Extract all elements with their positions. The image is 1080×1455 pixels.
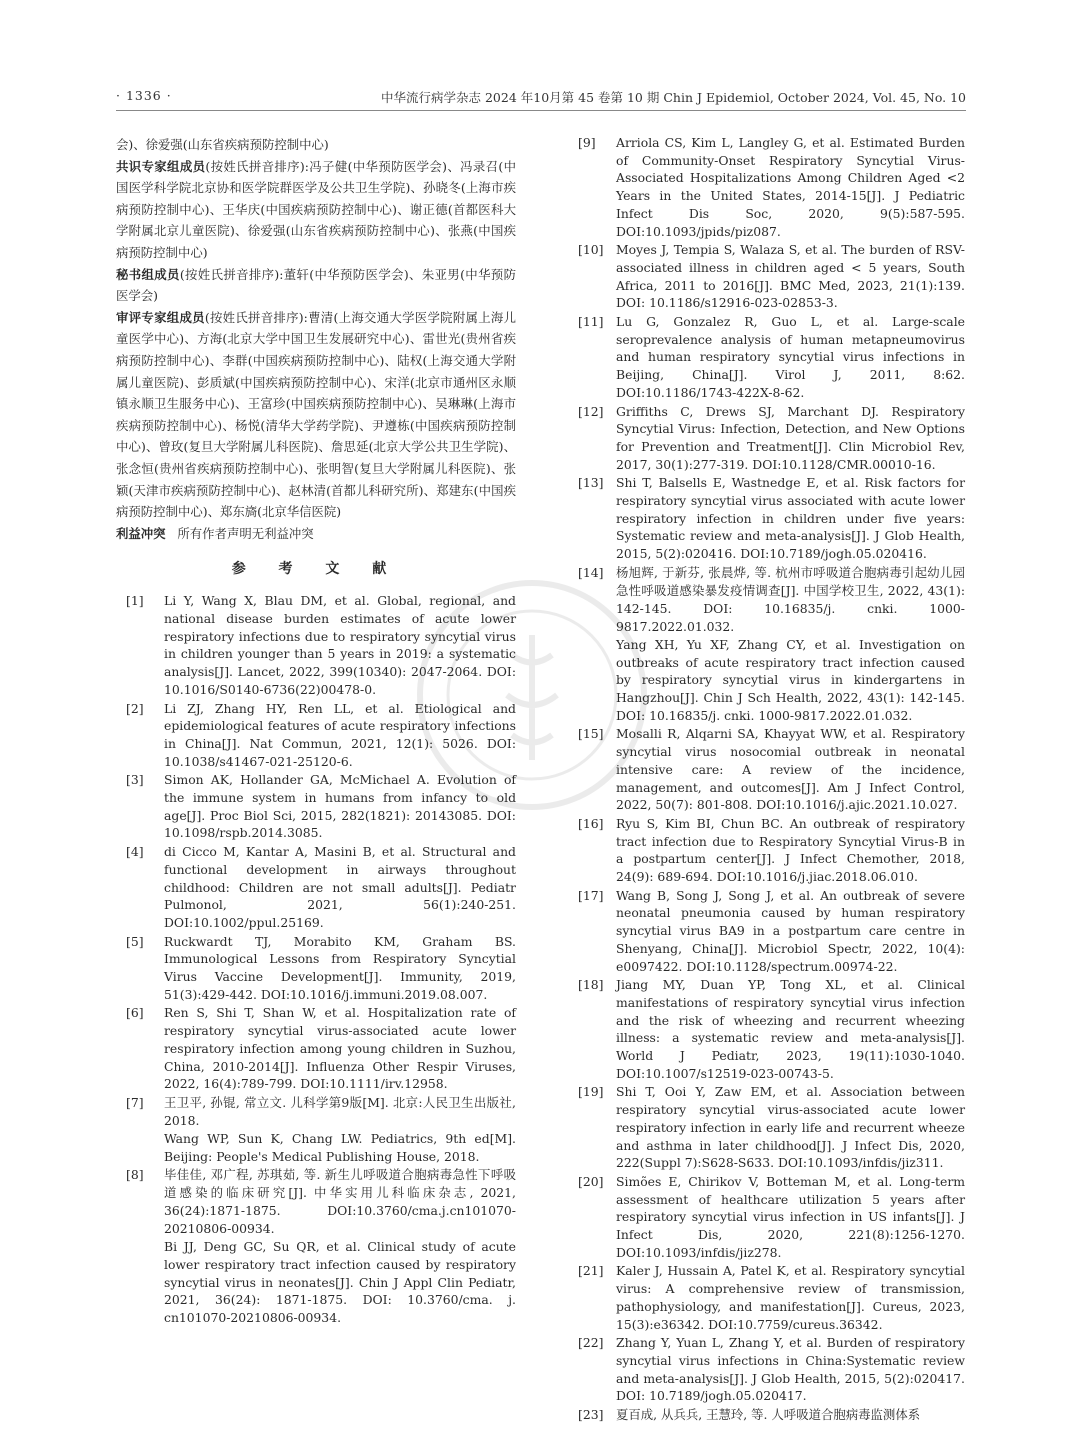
reference-item: [17] Wang B, Song J, Song J, et al. An outbreak of severe neonatal pneumonia caused by human respiratory syncytial virus BA9 in a postpartum care centre in Shenyang, China[J]. Microbiol Spectr, 2022, 10(4): e0097422. DOI:10.1128/spectrum.00974-22. — [578, 887, 965, 974]
header-rule — [116, 110, 966, 111]
reference-item: [14] 杨旭辉, 于新芬, 张晨烨, 等. 杭州市呼吸道合胞病毒引起幼儿园急性呼吸道感染暴发疫情调查[J]. 中国学校卫生, 2022, 43(1): 142-145. DOI: 10.16835/j. cnki. 1000-9817.2022.01.032. Yang XH, Yu XF, Zhang CY, et al. Investigation on outbreaks of acute respiratory tract infection caused by respiratory syncytial virus in kindergartens in Hangzhou[J]. Chin J Sch Health, 2022, 43(1): 142-145. DOI: 10.16835/j. cnki. 1000-9817.2022.01.032. — [578, 564, 965, 723]
review-experts — [116, 307, 516, 523]
reference-item: [18] Jiang MY, Duan YP, Tong XL, et al. Clinical manifestations of respiratory syncytial virus infection and the risk of wheezing and recurrent wheezing illness: a systematic review and meta-analysis[J]. World J Pediatr, 2023, 19(11):1030-1040. DOI:10.1007/s12519-023-00743-5. — [578, 977, 965, 1081]
reference-item: [5] Ruckwardt TJ, Morabito KM, Graham BS. Immunological Lessons from Respiratory Syncytial Virus Vaccine Development[J]. Immunity, 2019, 51(3):429-442. DOI:10.1016/j.immuni.2019.08.007. — [126, 933, 516, 1002]
references-heading: 参 考 文 献 — [231, 561, 401, 578]
consensus-text: (按姓氏拼音排序):冯子健(中华预防医学会)、冯录召(中国医学科学院北京协和医学院群医学及公共卫生学院)、孙晓冬(上海市疾病预防控制中心)、王华庆(中国疾病预防控制中心)、谢正德(首都医科大学附属北京儿童医院)、徐爱强(山东省疾病预防控制中心)、张燕(中国疾病预防控制中心) — [116, 158, 516, 260]
conflict-of-interest — [116, 523, 516, 545]
reference-item: [4] di Cicco M, Kantar A, Masini B, et al. Structural and functional development in airways throughout childhood: Children are not small adults[J]. Pediatr Pulmonol, 2021, 56(1):240-251. DOI:10.1002/ppul.25169. — [126, 844, 516, 930]
secretary-members — [116, 264, 516, 307]
page-header — [116, 86, 966, 108]
review-label: 审评专家组成员 — [116, 309, 205, 325]
coi-label: 利益冲突 — [116, 525, 166, 541]
reference-item: [13] Shi T, Balsells E, Wastnedge E, et al. Risk factors for respiratory syncytial virus associated with acute lower respiratory infection in children under five years: Systematic review and meta-analysis[J]. J Glob Health, 2015, 5(2):020416. DOI:10.7189/jogh.05.020416. — [578, 475, 965, 562]
reference-item: [2] Li ZJ, Zhang HY, Ren LL, et al. Etiological and epidemiological features of acute respiratory infections in China[J]. Nat Commun, 2021, 12(1): 5026. DOI: 10.1038/s41467-021-25120-6. — [126, 700, 516, 769]
secretary-text: (按姓氏拼音排序):董轩(中华预防医学会)、朱亚男(中华预防医学会) — [116, 266, 516, 304]
reference-item: [8] 毕佳佳, 邓广程, 苏琪茹, 等. 新生儿呼吸道合胞病毒急性下呼吸道感染的临床研究[J]. 中华实用儿科临床杂志, 2021, 36(24):1871-1875. DOI:10.3760/cma.j.cn101070-20210806-00934. Bi JJ, Deng GC, Su QR, et al. Clinical study of acute lower respiratory tract infection caused by respiratory syncytial virus in neonates[J]. Chin J Appl Clin Pediatr, 2021, 36(24): 1871-1875. DOI: 10.3760/cma. j. cn101070-20210806-00934. — [126, 1167, 516, 1326]
consensus-experts — [116, 156, 516, 264]
coi-text: 所有作者声明无利益冲突 — [177, 525, 314, 541]
journal-title: 中华流行病学杂志 2024 年10月第 45 卷第 10 期 Chin J Epidemiol, October 2024, Vol. 45, No. 10 — [380, 90, 966, 105]
reference-item: [6] Ren S, Shi T, Shan W, et al. Hospitalization rate of respiratory syncytial virus-associated acute lower respiratory infection among young children in Suzhou, China, 2010-2014[J]. Influenza Other Respir Viruses, 2022, 16(4):789-799. DOI:10.1111/irv.12958. — [126, 1005, 516, 1092]
committee-continuation: 会)、徐爱强(山东省疾病预防控制中心) — [116, 137, 329, 152]
reference-item: [12] Griffiths C, Drews SJ, Marchant DJ. Respiratory Syncytial Virus: Infection, Detection, and New Options for Prevention and Treatment[J]. Clin Microbiol Rev, 2017, 30(1):277-319. DOI:10.1128/CMR.00010-16. — [578, 403, 965, 472]
reference-item: [1] Li Y, Wang X, Blau DM, et al. Global, regional, and national disease burden estimates of acute lower respiratory infections due to respiratory syncytial virus in children younger than 5 years in 2019: a systematic analysis[J]. Lancet, 2022, 399(10340): 2047-2064. DOI: 10.1016/S0140-6736(22)00478-0. — [126, 593, 516, 697]
secretary-label: 秘书组成员 — [116, 266, 180, 282]
reference-item: [11] Lu G, Gonzalez R, Guo L, et al. Large-scale seroprevalence analysis of human metapneumovirus and human respiratory syncytial virus infections in Beijing, China[J]. Virol J, 2011, 8:62. DOI:10.1186/1743-422X-8-62. — [578, 314, 965, 400]
reference-item: [9] Arriola CS, Kim L, Langley G, et al. Estimated Burden of Community-Onset Respiratory Syncytial Virus-Associated Hospitalizations Among Children Aged <2 Years in the United States, 2014-15[J]. J Pediatric Infect Dis Soc, 2020, 9(5):587-595. DOI:10.1093/jpids/piz087. — [578, 135, 965, 239]
reference-item: [23] 夏百成, 从兵兵, 王慧玲, 等. 人呼吸道合胞病毒监测体系 — [578, 1407, 921, 1423]
reference-item: [3] Simon AK, Hollander GA, McMichael A. Evolution of the immune system in humans from infancy to old age[J]. Proc Biol Sci, 2015, 282(1821): 20143085. DOI: 10.1098/rspb.2014.3085. — [126, 772, 516, 841]
reference-item: [20] Simões E, Chirikov V, Botteman M, et al. Long-term assessment of healthcare utilization 5 years after respiratory syncytial virus infection in US infants[J]. J Infect Dis, 2020, 221(8):1256-1270. DOI:10.1093/infdis/jiz278. — [578, 1173, 965, 1260]
review-text: (按姓氏拼音排序):曹清(上海交通大学医学院附属上海儿童医学中心)、方海(北京大学中国卫生发展研究中心)、雷世光(贵州省疾病预防控制中心)、李群(中国疾病预防控制中心)、陆权(上海交通大学附属儿童医院)、彭质斌(中国疾病预防控制中心)、宋洋(北京市通州区永顺镇永顺卫生服务中心)、王富珍(中国疾病预防控制中心)、吴琳琳(上海市疾病预防控制中心)、杨悦(清华大学药学院)、尹遵栋(中国疾病预防控制中心)、曾玫(复旦大学附属儿科医院)、詹思延(北京大学公共卫生学院)、张念恒(贵州省疾病预防控制中心)、张明智(复旦大学附属儿科医院)、张颖(天津市疾病预防控制中心)、赵林清(首都儿科研究所)、郑建东(中国疾病预防控制中心)、郑东旖(北京华信医院) — [116, 309, 516, 520]
reference-item: [15] Mosalli R, Alqarni SA, Khayyat WW, et al. Respiratory syncytial virus nosocomial outbreak in neonatal intensive care: A review of the incidence, management, and outcomes[J]. Am J Infect Control, 2022, 50(7): 801-808. DOI:10.1016/j.ajic.2021.10.027. — [578, 726, 965, 813]
right-column — [568, 134, 965, 1425]
reference-item: [19] Shi T, Ooi Y, Zaw EM, et al. Association between respiratory syncytial virus-associated acute lower respiratory infection in early life and recurrent wheeze and asthma in later childhood[J]. J Infect Dis, 2020, 222(Suppl 7):S628-S633. DOI:10.1093/infdis/jiz311. — [578, 1084, 965, 1171]
reference-item: [10] Moyes J, Tempia S, Walaza S, et al. The burden of RSV-associated illness in children aged < 5 years, South Africa, 2011 to 2016[J]. BMC Med, 2023, 21(1):139. DOI: 10.1186/s12916-023-02853-3. — [578, 242, 965, 311]
reference-item: [22] Zhang Y, Yuan L, Zhang Y, et al. Burden of respiratory syncytial virus infections in China:Systematic review and meta-analysis[J]. J Glob Health, 2015, 5(2):020417. DOI: 10.7189/jogh.05.020417. — [578, 1335, 965, 1404]
reference-item: [16] Ryu S, Kim BI, Chun BC. An outbreak of respiratory tract infection due to Respiratory Syncytial Virus-B in a postpartum center[J]. J Infect Chemother, 2018, 24(9): 689-694. DOI:10.1016/j.jiac.2018.06.010. — [578, 815, 965, 885]
reference-item: [21] Kaler J, Hussain A, Patel K, et al. Respiratory syncytial virus: A comprehensive review of transmission, pathophysiology, and manifestation[J]. Cureus, 2023, 15(3):e36342. DOI:10.7759/cureus.36342. — [578, 1263, 965, 1332]
page-number: · 1336 · — [116, 88, 172, 103]
reference-item: [7] 王卫平, 孙锟, 常立文. 儿科学第9版[M]. 北京:人民卫生出版社, 2018. Wang WP, Sun K, Chang LW. Pediatrics, 9th ed[M]. Beijing: People's Medical Publishing House, 2018. — [126, 1094, 516, 1164]
consensus-label: 共识专家组成员 — [116, 158, 206, 174]
left-column — [116, 134, 516, 1328]
